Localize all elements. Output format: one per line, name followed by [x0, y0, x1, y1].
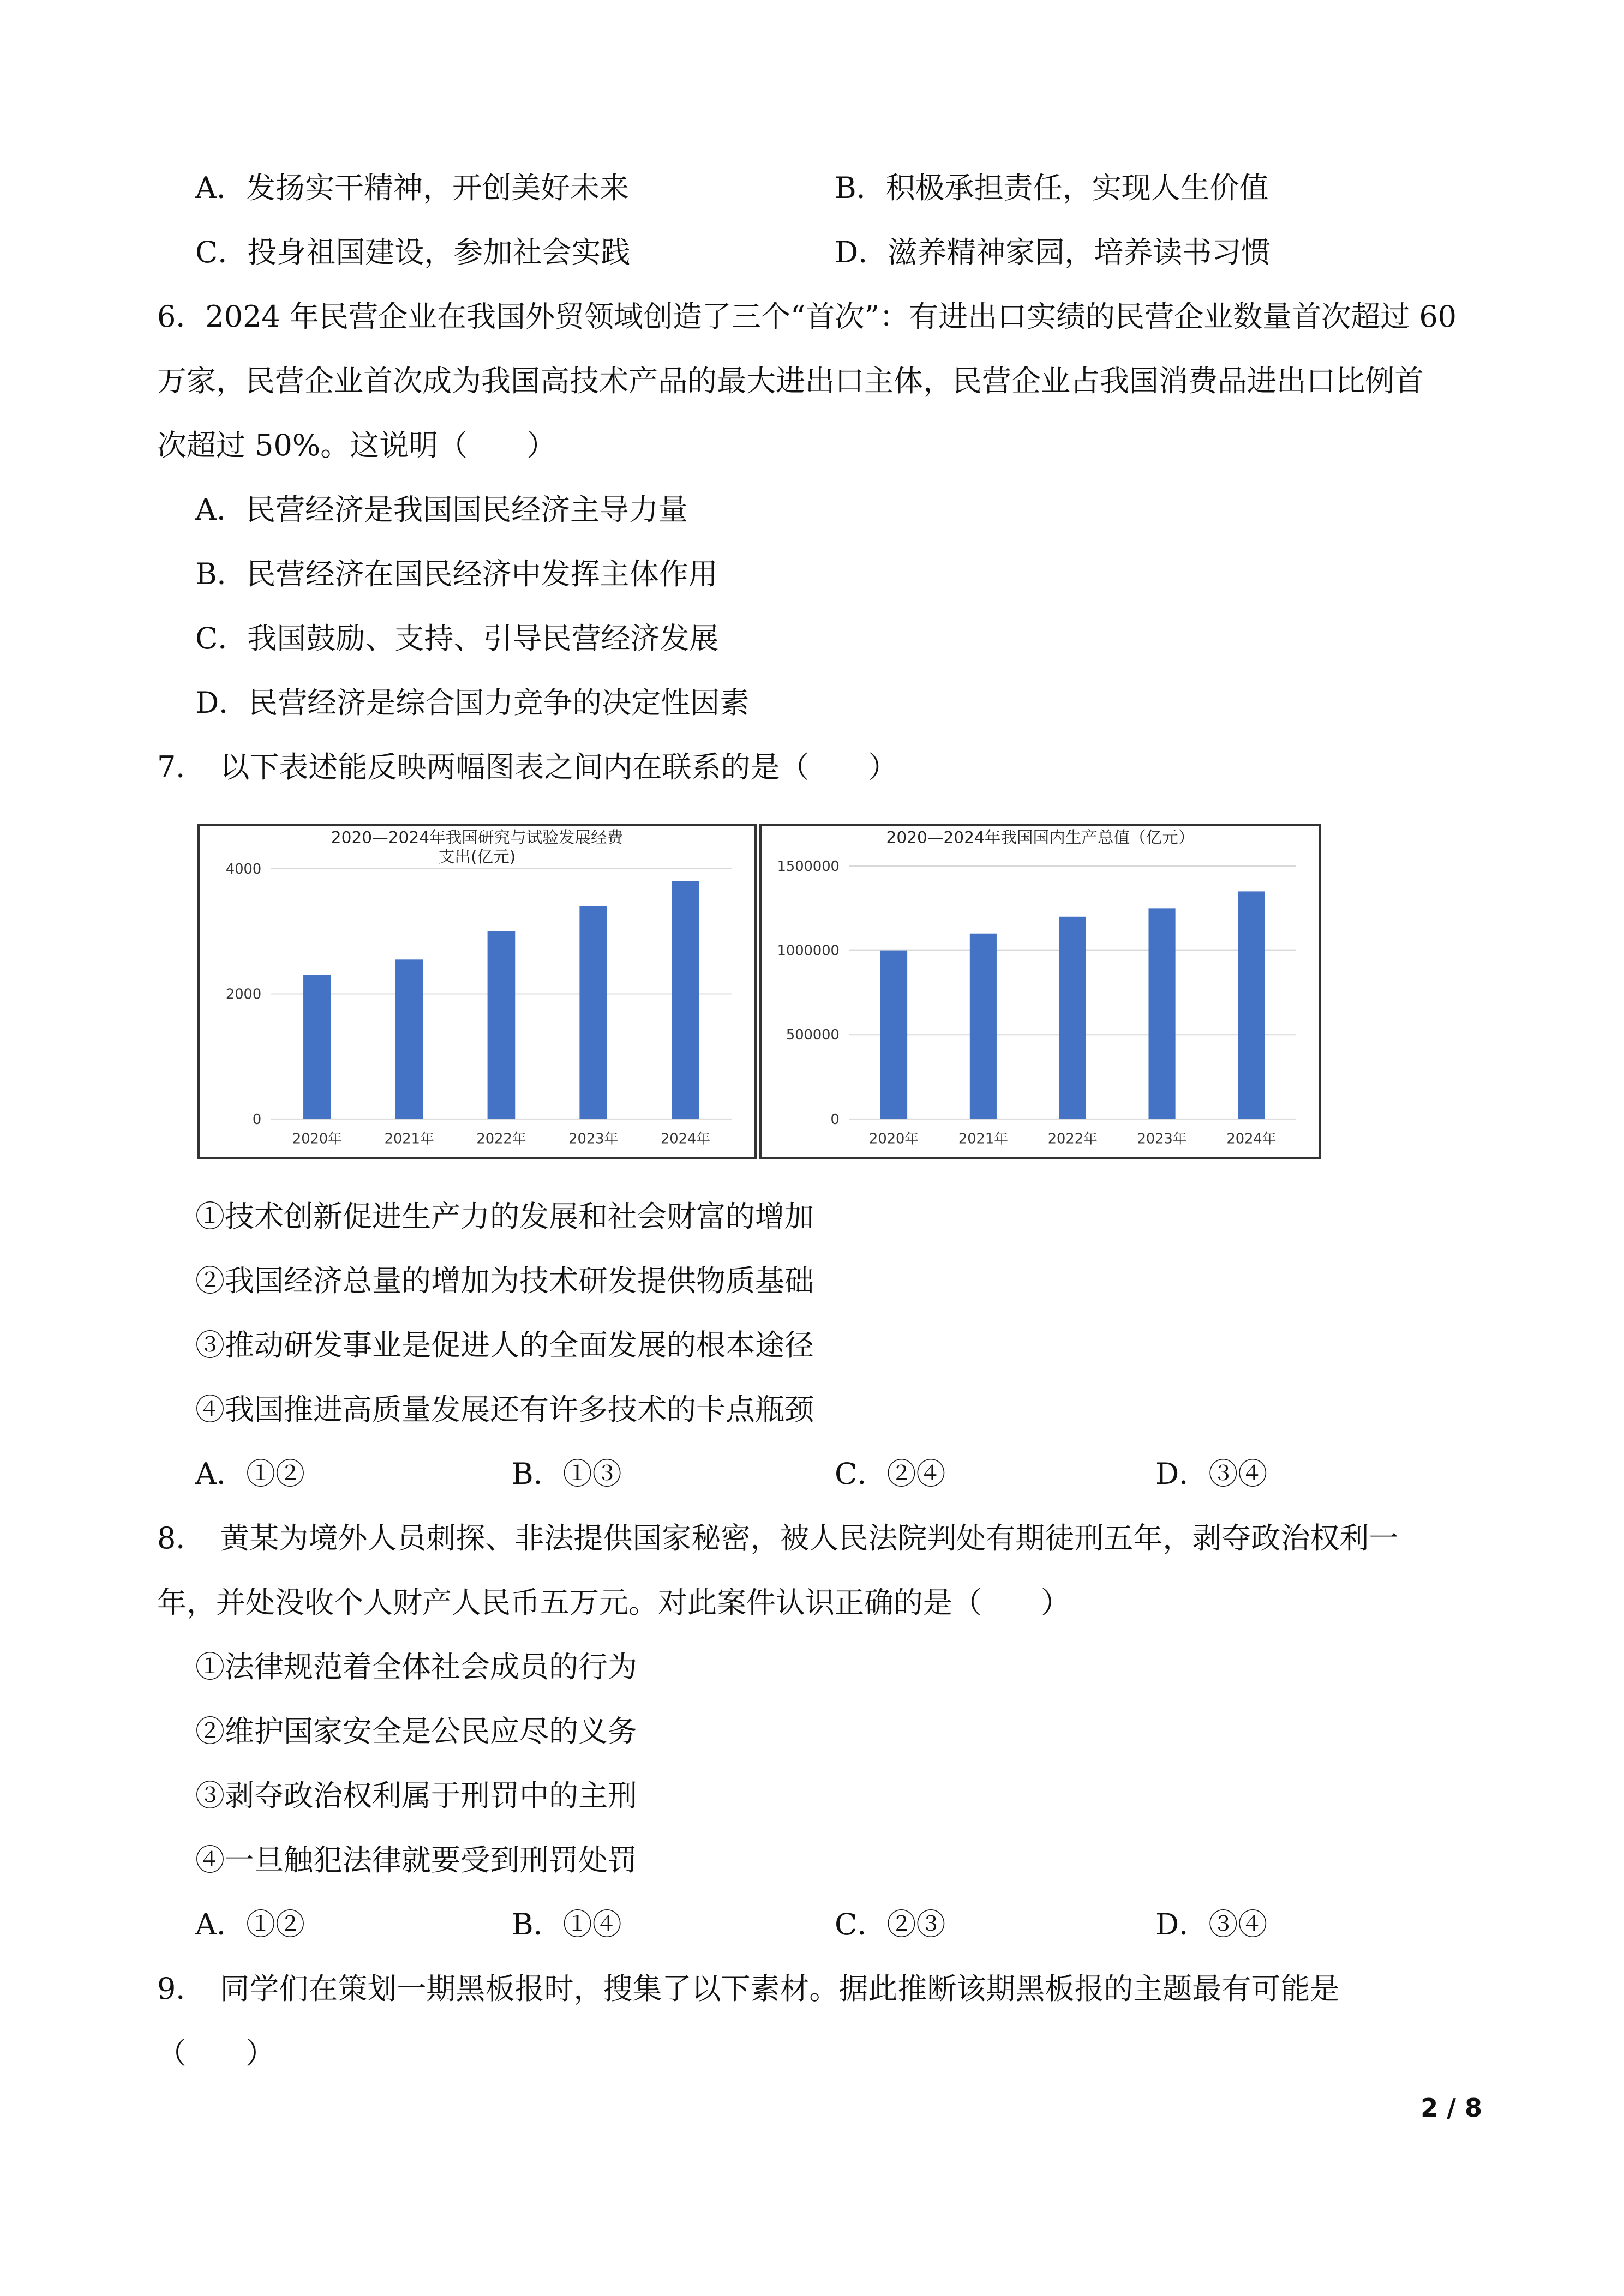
chart-gdp	[759, 824, 1321, 1159]
option-c: C．②④	[835, 1457, 946, 1491]
statement-2: ②我国经济总量的增加为技术研发提供物质基础	[195, 1264, 814, 1298]
option-a: A．民营经济是我国国民经济￼主导力量	[195, 492, 688, 527]
option-b: B．①③	[512, 1457, 622, 1491]
bar	[672, 881, 699, 1119]
bar	[303, 975, 331, 1119]
option-b: B．积极承担责任，实现人生价值	[835, 171, 1269, 205]
statement-1: ①技术创新促进生产力的发展和社会财富的增加	[195, 1199, 814, 1234]
bar	[1059, 917, 1086, 1119]
question-6-line-1: 6．2024 年民营企业在我国外贸领域创造了三个“首次”：有进出口实绩的民营企业数量首次超过 60	[157, 299, 1457, 334]
page-number: 2 / 8	[1421, 2093, 1482, 2123]
y-tick-label: 1500000	[777, 858, 840, 875]
bar	[970, 934, 997, 1119]
statement-4: ④一旦触犯法律就要受到刑罚处罚	[195, 1843, 637, 1877]
bar	[1148, 908, 1175, 1119]
question-9-line-1: 9． 同学们在策划一期黑板报时，搜集了以下素材。据此推断该期黑板报的主题最有可能是	[157, 1972, 1340, 2006]
option-d: D．滋养精神家园，培养读书习惯	[835, 235, 1271, 269]
x-tick-label: 2020年	[292, 1131, 342, 1147]
chart-title: 2020—2024年我国国内生产总值（亿元）	[886, 828, 1195, 847]
option-c: C．②③	[835, 1907, 946, 1942]
question-8-line-2: 年，并处没收个人财产人民币五万元。对此案件认识正确的是（ ）	[157, 1585, 1070, 1620]
bar	[488, 931, 516, 1119]
bar	[579, 906, 607, 1119]
statement-1: ①法律规范着全体社会成员的行为	[195, 1650, 637, 1684]
chart-rd-expenditure	[197, 824, 757, 1159]
statement-2: ②维护国家安全是公民应尽的义务	[195, 1714, 637, 1748]
question-9-line-2: （ ）	[157, 2036, 275, 2070]
bar	[1238, 891, 1265, 1119]
option-a: A．发扬实干精神，开创美好未来	[195, 171, 629, 205]
y-tick-label: 500000	[786, 1027, 840, 1044]
x-tick-label: 2022年	[476, 1131, 526, 1147]
chart-gdp-svg	[762, 826, 1319, 1157]
option-d: D．民营经济是综合国力竞争的决定性因素	[195, 686, 750, 720]
x-tick-label: 2024年	[1226, 1131, 1277, 1147]
x-tick-label: 2024年	[660, 1131, 710, 1147]
option-b: B．民营经济在国民经济中发挥主体作用	[195, 557, 718, 591]
chart-title: 2020—2024年我国研究与试验发展经费	[331, 828, 624, 847]
question-6-line-3: 次超过 50%。这说明（ ）	[157, 428, 556, 462]
option-b: B．①④	[512, 1907, 622, 1942]
question-8-line-1: 8． 黄某为境外人员刺探、非法提供国家秘密，被人民法院判处有期徒刑五年，剥夺政治权利一	[157, 1521, 1399, 1555]
statement-3: ③推动研发事业是促进人的全面发展的根本途径	[195, 1328, 814, 1362]
x-tick-label: 2023年	[1137, 1131, 1187, 1147]
option-a: A．①②	[195, 1907, 305, 1942]
option-c: C．投身祖国建设，参加社会实践	[195, 235, 631, 269]
y-tick-label: 2000	[225, 986, 262, 1003]
question-7-stem: 7． 以下表述能反映两幅图表之间内在联系的是（ ）	[157, 750, 898, 784]
x-tick-label: 2022年	[1047, 1131, 1098, 1147]
question-6-line-2: 万家，民营企业首次成为我国高技术产品的最大进出口主体，民营企业占我国消费品进出口比例首	[157, 364, 1424, 398]
y-tick-label: 1000000	[777, 942, 840, 959]
bar	[395, 959, 423, 1119]
option-a: A．①②	[195, 1457, 305, 1491]
x-tick-label: 2021年	[384, 1131, 434, 1147]
option-c: C．我国鼓励、支持、引导民营经济发展	[195, 621, 719, 656]
option-d: D．③④	[1155, 1457, 1268, 1491]
x-tick-label: 2023年	[568, 1131, 619, 1147]
y-tick-label: 0	[830, 1111, 840, 1128]
bar	[880, 951, 907, 1119]
statement-3: ③剥夺政治权利属于刑罚中的主刑	[195, 1778, 637, 1813]
statement-4: ④我国推进高质量发展还有许多技术的卡点瓶颈	[195, 1392, 814, 1427]
chart-rd-expenditure-svg	[200, 826, 754, 1157]
y-tick-label: 0	[252, 1111, 262, 1128]
y-tick-label: 4000	[225, 861, 262, 877]
option-d: D．③④	[1155, 1907, 1268, 1942]
x-tick-label: 2021年	[958, 1131, 1008, 1147]
chart-subtitle: 支出(亿元)	[438, 848, 516, 867]
x-tick-label: 2020年	[869, 1131, 919, 1147]
